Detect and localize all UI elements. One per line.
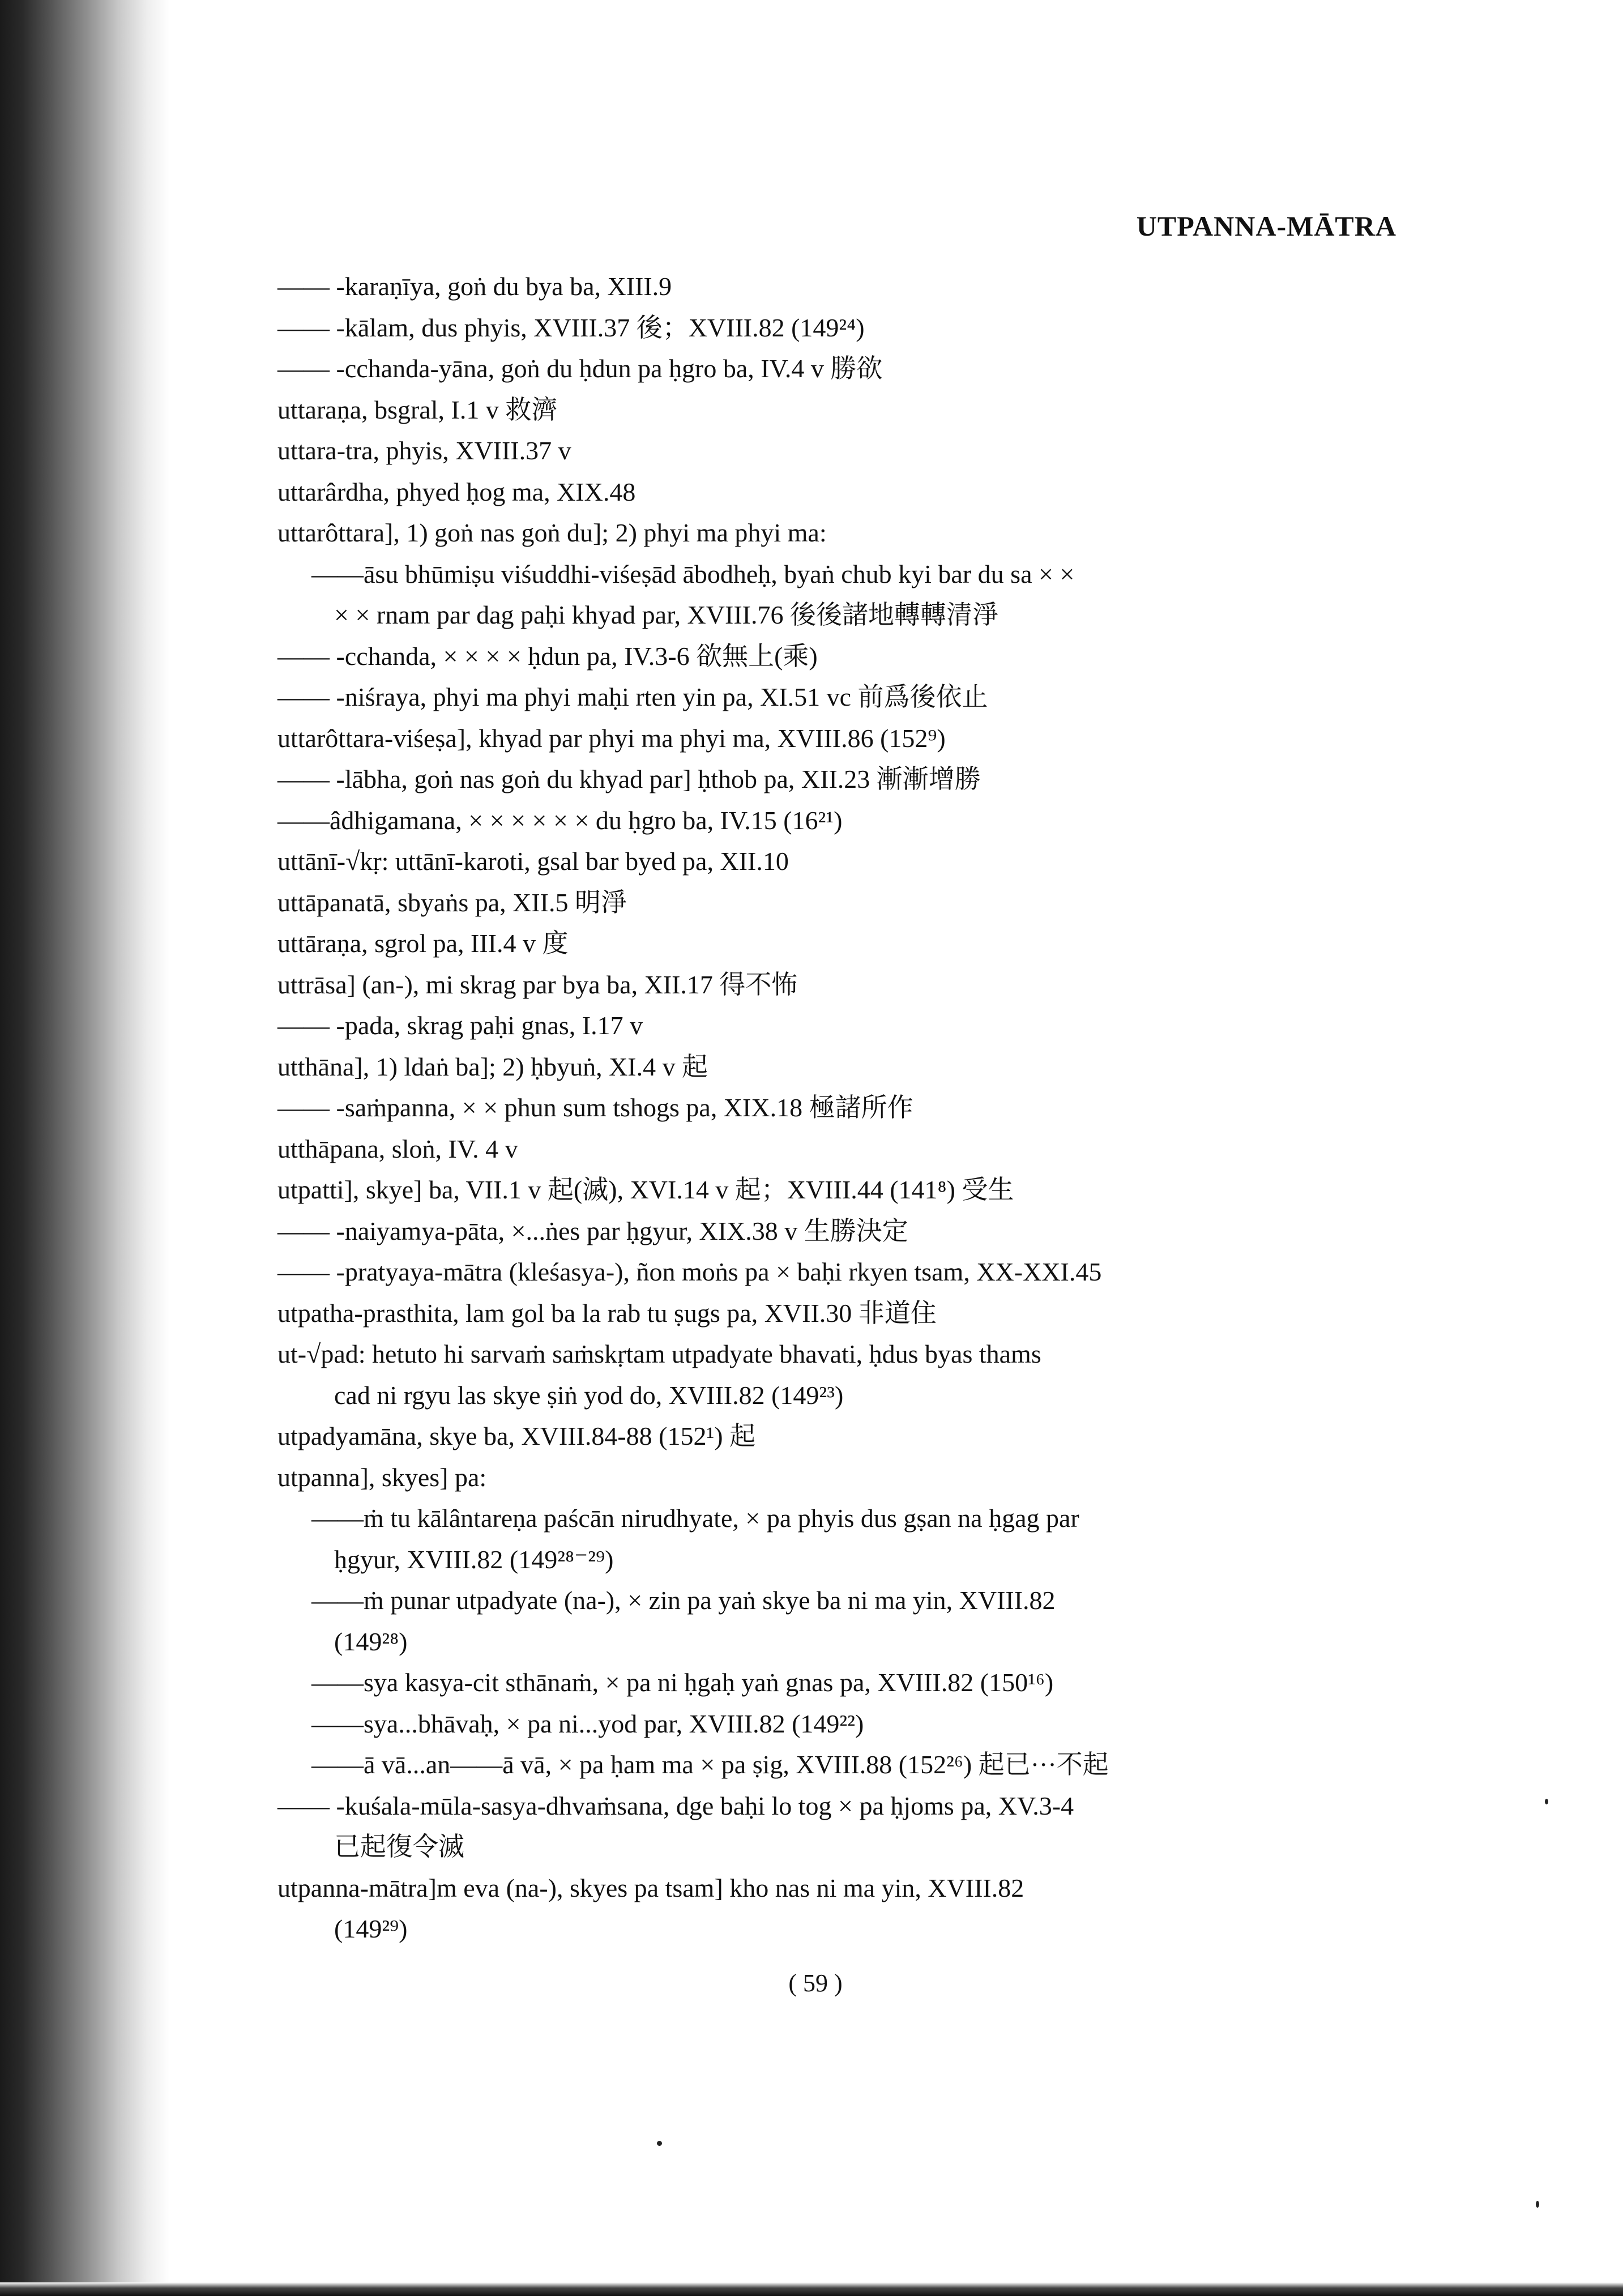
entry-line: ——âdhigamana, × × × × × × du ḥgro ba, IV.15 (16²¹): [277, 805, 843, 835]
entry-line: × × rnam par dag paḥi khyad par, XVIII.76 後後諸地轉轉清淨: [334, 600, 998, 629]
entry-line: utpadyamāna, skye ba, XVIII.84-88 (152¹) 起: [277, 1422, 756, 1450]
entry-line: cad ni rgyu las skye ṣiṅ yod do, XVIII.82 (149²³): [334, 1380, 844, 1410]
entry-line: ——sya kasya-cit sthānaṁ, × pa ni ḥgaḥ yaṅ gnas pa, XVIII.82 (150¹⁶): [311, 1668, 1054, 1697]
entry-line: ——āsu bhūmiṣu viśuddhi-viśeṣād ābodheḥ, byaṅ chub kyi bar du sa × ×: [311, 559, 1075, 588]
entry-line: —— -pada, skrag paḥi gnas, I.17 v: [277, 1011, 643, 1040]
entry-line: utthāna], 1) ldaṅ ba]; 2) ḥbyuṅ, XI.4 v 起: [277, 1052, 708, 1081]
entry-line: utpanna], skyes] pa:: [277, 1462, 487, 1492]
entry-line: —— -kuśala-mūla-sasya-dhvaṁsana, dge baḥi lo tog × pa ḥjoms pa, XV.3-4: [277, 1791, 1074, 1820]
entry-list: [277, 266, 1399, 1950]
entry-line: —— -pratyaya-mātra (kleśasya-), ñon moṅs pa × baḥi rkyen tsam, XX-XXI.45: [277, 1257, 1102, 1286]
entry-line: uttarôttara], 1) goṅ nas goṅ du]; 2) phyi ma phyi ma:: [277, 518, 827, 547]
entry-line: —— -kālam, dus phyis, XVIII.37 後；XVIII.82 (149²⁴): [277, 313, 865, 342]
scan-speck: [657, 2141, 662, 2146]
entry-line: uttarârdha, phyed ḥog ma, XIX.48: [277, 477, 636, 506]
entry-line: —— -lābha, goṅ nas goṅ du khyad par] ḥthob pa, XII.23 漸漸增勝: [277, 765, 981, 793]
entry-line: —— -niśraya, phyi ma phyi maḥi rten yin pa, XI.51 vc 前爲後依止: [277, 682, 988, 711]
scan-gutter-shadow: [0, 0, 170, 2296]
entry-line: ——sya...bhāvaḥ, × pa ni...yod par, XVIII.82 (149²²): [311, 1709, 864, 1738]
entry-line: —— -cchanda-yāna, goṅ du ḥdun pa ḥgro ba, IV.4 v 勝欲: [277, 354, 883, 383]
entry-line: utpatti], skye] ba, VII.1 v 起(滅), XVI.14 v 起；XVIII.44 (141⁸) 受生: [277, 1175, 1014, 1204]
entry-line: uttara-tra, phyis, XVIII.37 v: [277, 436, 571, 465]
entry-line: ——ṁ punar utpadyate (na-), × zin pa yaṅ skye ba ni ma yin, XVIII.82: [311, 1586, 1056, 1615]
entry-line: ——ā vā...an——ā vā, × pa ḥam ma × pa ṣig, XVIII.88 (152²⁶) 起已···不起: [311, 1750, 1109, 1779]
entry-line: utpatha-prasthita, lam gol ba la rab tu ṣugs pa, XVII.30 非道住: [277, 1298, 937, 1328]
scan-speck: [1545, 1799, 1548, 1804]
entry-line: (149²⁹): [334, 1914, 408, 1943]
entry-line: —— -saṁpanna, × × phun sum tshogs pa, XIX.18 極諸所作: [277, 1093, 913, 1122]
entry-line: (149²⁸): [334, 1627, 408, 1656]
page-number: ( 59 ): [788, 1969, 843, 1997]
entry-line: ——ṁ tu kālântareṇa paścān nirudhyate, × pa phyis dus gṣan na ḥgag par: [311, 1504, 1079, 1533]
entry-line: —— -naiyamya-pāta, ×...ṅes par ḥgyur, XIX.38 v 生勝決定: [277, 1216, 908, 1245]
running-head: UTPANNA-MĀTRA: [1136, 210, 1396, 242]
entry-line: 已起復令滅: [334, 1832, 464, 1861]
entry-line: uttāraṇa, sgrol pa, III.4 v 度: [277, 929, 569, 958]
entry-line: utpanna-mātra]m eva (na-), skyes pa tsam] kho nas ni ma yin, XVIII.82: [277, 1873, 1024, 1902]
entry-line: uttaraṇa, bsgral, I.1 v 救濟: [277, 395, 558, 424]
entry-line: ut-√pad: hetuto hi sarvaṁ saṁskṛtam utpadyate bhavati, ḥdus byas thams: [277, 1339, 1041, 1368]
entry-line: —— -cchanda, × × × × ḥdun pa, IV.3-6 欲無上(乘): [277, 641, 818, 671]
entry-line: uttarôttara-viśeṣa], khyad par phyi ma phyi ma, XVIII.86 (152⁹): [277, 723, 946, 753]
entry-line: —— -karaṇīya, goṅ du bya ba, XIII.9: [277, 272, 672, 301]
entry-line: uttāpanatā, sbyaṅs pa, XII.5 明淨: [277, 887, 627, 917]
scan-speck: [1536, 2201, 1539, 2208]
entry-line: uttrāsa] (an-), mi skrag par bya ba, XII.17 得不怖: [277, 970, 798, 999]
entry-line: ḥgyur, XVIII.82 (149²⁸⁻²⁹): [334, 1544, 614, 1574]
entry-line: uttānī-√kṛ: uttānī-karoti, gsal bar byed pa, XII.10: [277, 847, 789, 876]
entry-line: utthāpana, sloṅ, IV. 4 v: [277, 1134, 518, 1163]
scan-bottom-edge: [0, 2282, 1623, 2296]
